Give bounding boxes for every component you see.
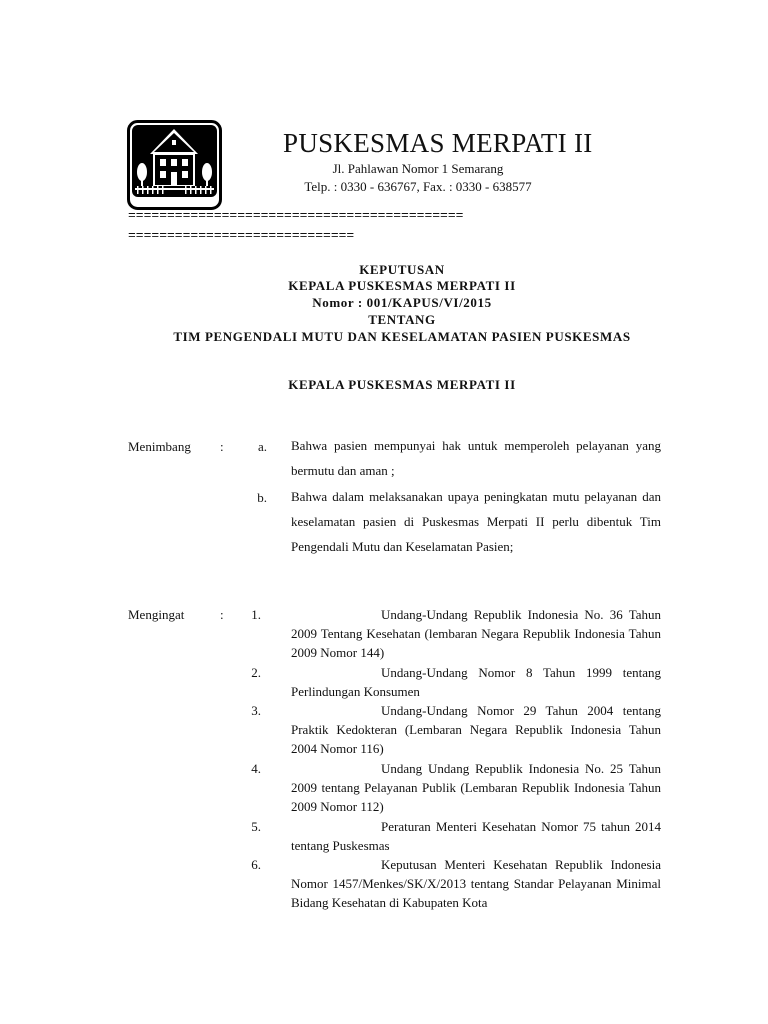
mengingat-colon: : <box>220 607 224 622</box>
mengingat-item-text: Undang-Undang Nomor 29 Tahun 2004 tentang Praktik Kedokteran (Lembaran Negara Republik Indonesia Tahun 2004 Nomor 116) <box>291 703 661 756</box>
mengingat-item-text: Peraturan Menteri Kesehatan Nomor 75 tahun 2014 tentang Puskesmas <box>291 819 661 853</box>
list-item-marker: a. <box>257 439 267 454</box>
decree-number: Nomor : 001/KAPUS/VI/2015 <box>312 295 492 310</box>
mengingat-item-text: Undang Undang Republik Indonesia No. 25 Tahun 2009 tentang Pelayanan Publik (Lembaran Republik Indonesia Tahun 2009 Nomor 112) <box>291 761 661 814</box>
decree-signatory-heading: KEPALA PUSKESMAS MERPATI II <box>288 377 516 392</box>
list-item-marker: b. <box>257 490 267 505</box>
mengingat-item-text: Undang-Undang Nomor 8 Tahun 1999 tentang Perlindungan Konsumen <box>291 665 661 699</box>
decree-issuer: KEPALA PUSKESMAS MERPATI II <box>288 278 516 293</box>
list-item-marker: 5. <box>251 819 261 834</box>
decree-subject: TIM PENGENDALI MUTU DAN KESELAMATAN PASIEN PUSKESMAS <box>173 329 631 344</box>
decree-title: KEPUTUSAN <box>359 262 445 277</box>
menimbang-item-text: Bahwa pasien mempunyai hak untuk memperoleh pelayanan yang bermutu dan aman ; <box>291 438 661 478</box>
mengingat-label: Mengingat <box>128 607 185 622</box>
list-item-marker: 1. <box>251 607 261 622</box>
menimbang-item-text: Bahwa dalam melaksanakan upaya peningkatan mutu pelayanan dan keselamatan pasien di Puskesmas Merpati II perlu dibentuk Tim Pengendali Mutu dan Keselamatan Pasien; <box>291 489 661 554</box>
list-item-marker: 6. <box>251 857 261 872</box>
list-item-marker: 4. <box>251 761 261 776</box>
decree-about-label: TENTANG <box>368 312 436 327</box>
organization-name: PUSKESMAS MERPATI II <box>283 128 593 158</box>
mengingat-item-text: Keputusan Menteri Kesehatan Republik Indonesia Nomor 1457/Menkes/SK/X/2013 tentang Standar Pelayanan Minimal Bidang Kesehatan di Kabupaten Kota <box>291 857 661 910</box>
contact-line: Telp. : 0330 - 636767, Fax. : 0330 - 638577 <box>304 179 532 194</box>
menimbang-label: Menimbang <box>128 439 191 454</box>
address-line: Jl. Pahlawan Nomor 1 Semarang <box>332 161 504 176</box>
menimbang-colon: : <box>220 439 224 454</box>
list-item-marker: 2. <box>251 665 261 680</box>
mengingat-item-text: Undang-Undang Republik Indonesia No. 36 Tahun 2009 Tentang Kesehatan (lembaran Negara Republik Indonesia Tahun 2009 Nomor 144) <box>291 607 661 660</box>
separator-line: =========================================== <box>128 208 464 223</box>
separator-line: ============================= <box>128 228 355 243</box>
list-item-marker: 3. <box>251 703 261 718</box>
